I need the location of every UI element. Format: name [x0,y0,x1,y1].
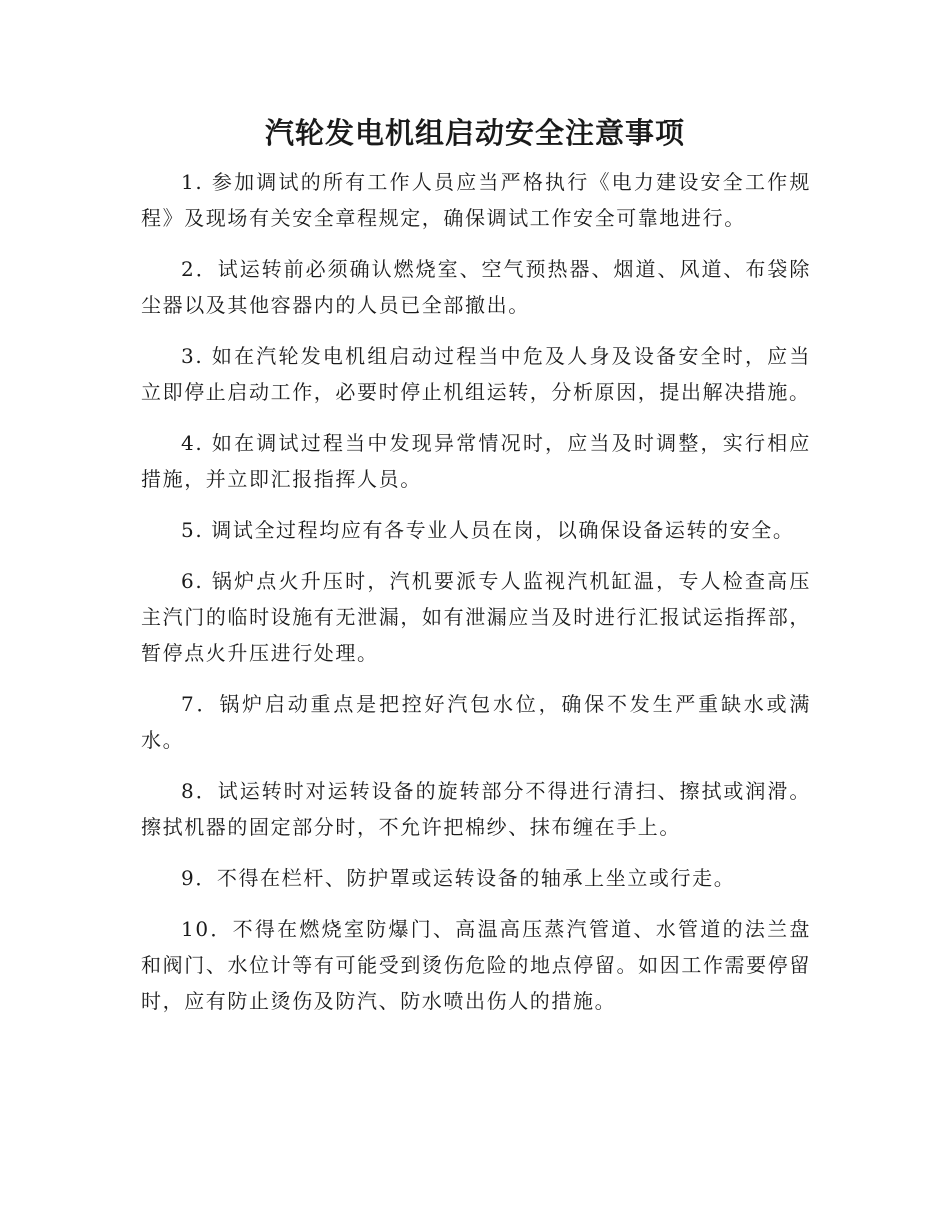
paragraph-7: 7．锅炉启动重点是把控好汽包水位，确保不发生严重缺水或满水。 [141,692,811,752]
document-title: 汽轮发电机组启动安全注意事项 [264,116,685,150]
paragraph-2: 2．试运转前必须确认燃烧室、空气预热器、烟道、风道、布袋除尘器以及其他容器内的人员已全部撤出。 [141,257,811,317]
document-body [141,164,811,1034]
paragraph-3: 3. 如在汽轮发电机组启动过程当中危及人身及设备安全时，应当立即停止启动工作，必要时停止机组运转，分析原因，提出解决措施。 [141,344,811,404]
paragraph-10: 10．不得在燃烧室防爆门、高温高压蒸汽管道、水管道的法兰盘和阀门、水位计等有可能受到烫伤危险的地点停留。如因工作需要停留时，应有防止烫伤及防汽、防水喷出伤人的措施。 [141,917,811,1013]
paragraph-8: 8．试运转时对运转设备的旋转部分不得进行清扫、擦拭或润滑。擦拭机器的固定部分时，不允许把棉纱、抹布缠在手上。 [141,779,811,839]
paragraph-6: 6. 锅炉点火升压时，汽机要派专人监视汽机缸温，专人检查高压主汽门的临时设施有无泄漏，如有泄漏应当及时进行汇报试运指挥部，暂停点火升压进行处理。 [141,569,811,665]
paragraph-5: 5. 调试全过程均应有各专业人员在岗，以确保设备运转的安全。 [181,518,795,542]
paragraph-9: 9．不得在栏杆、防护罩或运转设备的轴承上坐立或行走。 [181,866,736,890]
paragraph-1: 1. 参加调试的所有工作人员应当严格执行《电力建设安全工作规程》及现场有关安全章程规定，确保调试工作安全可靠地进行。 [141,170,811,230]
paragraph-4: 4. 如在调试过程当中发现异常情况时，应当及时调整，实行相应措施，并立即汇报指挥人员。 [141,431,811,491]
